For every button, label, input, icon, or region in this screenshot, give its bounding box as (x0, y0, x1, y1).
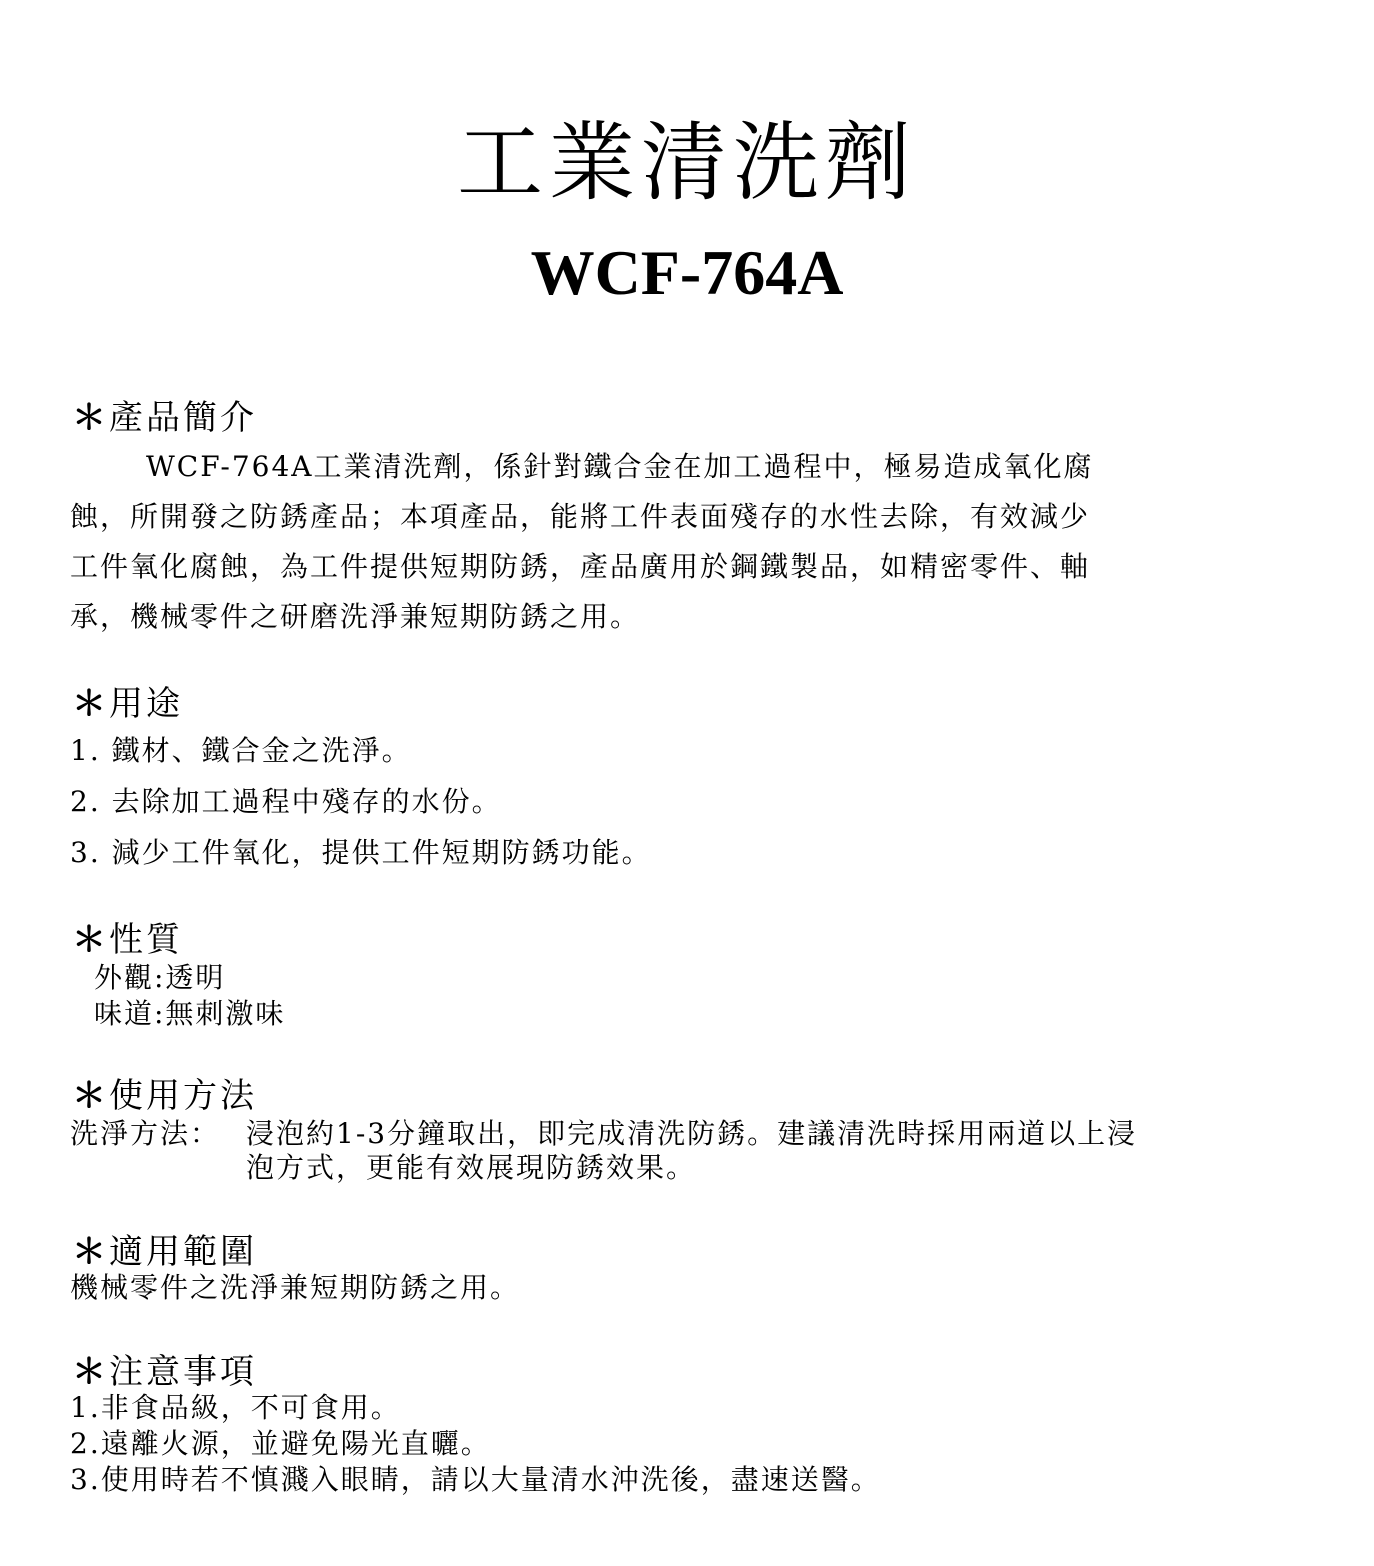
notes-list-item: 3.使用時若不慎濺入眼睛，請以大量清水沖洗後，盡速送醫。 (70, 1463, 881, 1496)
heading-text: 用途 (109, 684, 183, 724)
section-heading-usage (72, 1076, 257, 1116)
product-model: WCF-764A (530, 237, 844, 308)
scope-text: 機械零件之洗淨兼短期防銹之用。 (70, 1271, 521, 1304)
intro-line: 承，機械零件之研磨洗淨兼短期防銹之用。 (70, 600, 641, 633)
appearance-property: 外觀:透明 (94, 961, 226, 994)
asterisk-marker: ＊ (72, 684, 109, 724)
heading-text: 產品簡介 (109, 398, 257, 438)
uses-list-item: 1. 鐵材、鐵合金之洗淨。 (70, 734, 412, 767)
notes-list-item: 1.非食品級，不可食用。 (70, 1391, 401, 1424)
asterisk-marker: ＊ (72, 920, 109, 960)
asterisk-marker: ＊ (72, 1076, 109, 1116)
usage-method-label: 洗淨方法： (70, 1117, 221, 1150)
intro-line: 蝕，所開發之防銹產品；本項產品，能將工件表面殘存的水性去除，有效減少 (70, 500, 1091, 533)
intro-line: WCF-764A工業清洗劑，係針對鐵合金在加工過程中，極易造成氧化腐 (146, 450, 1094, 483)
asterisk-marker: ＊ (72, 1232, 109, 1272)
asterisk-marker: ＊ (72, 1352, 109, 1392)
odor-property: 味道:無刺激味 (94, 997, 286, 1030)
heading-text: 適用範圍 (109, 1232, 257, 1272)
heading-text: 性質 (109, 920, 183, 960)
section-heading-intro (72, 398, 257, 438)
heading-text: 使用方法 (109, 1076, 257, 1116)
usage-method-text: 浸泡約1-3分鐘取出，即完成清洗防銹。建議清洗時採用兩道以上浸 (246, 1117, 1138, 1150)
uses-list-item: 3. 減少工件氧化，提供工件短期防銹功能。 (70, 836, 652, 869)
uses-list-item: 2. 去除加工過程中殘存的水份。 (70, 785, 502, 818)
heading-text: 注意事項 (109, 1352, 257, 1392)
usage-method-text: 泡方式，更能有效展現防銹效果。 (246, 1151, 697, 1184)
intro-line: 工件氧化腐蝕，為工件提供短期防銹，產品廣用於鋼鐵製品，如精密零件、軸 (70, 550, 1091, 583)
asterisk-marker: ＊ (72, 398, 109, 438)
notes-list-item: 2.遠離火源，並避免陽光直曬。 (70, 1427, 491, 1460)
section-heading-properties (72, 920, 183, 960)
section-heading-notes (72, 1352, 257, 1392)
section-heading-uses (72, 684, 183, 724)
section-heading-scope (72, 1232, 257, 1272)
document-title: 工業清洗劑 (457, 113, 917, 213)
